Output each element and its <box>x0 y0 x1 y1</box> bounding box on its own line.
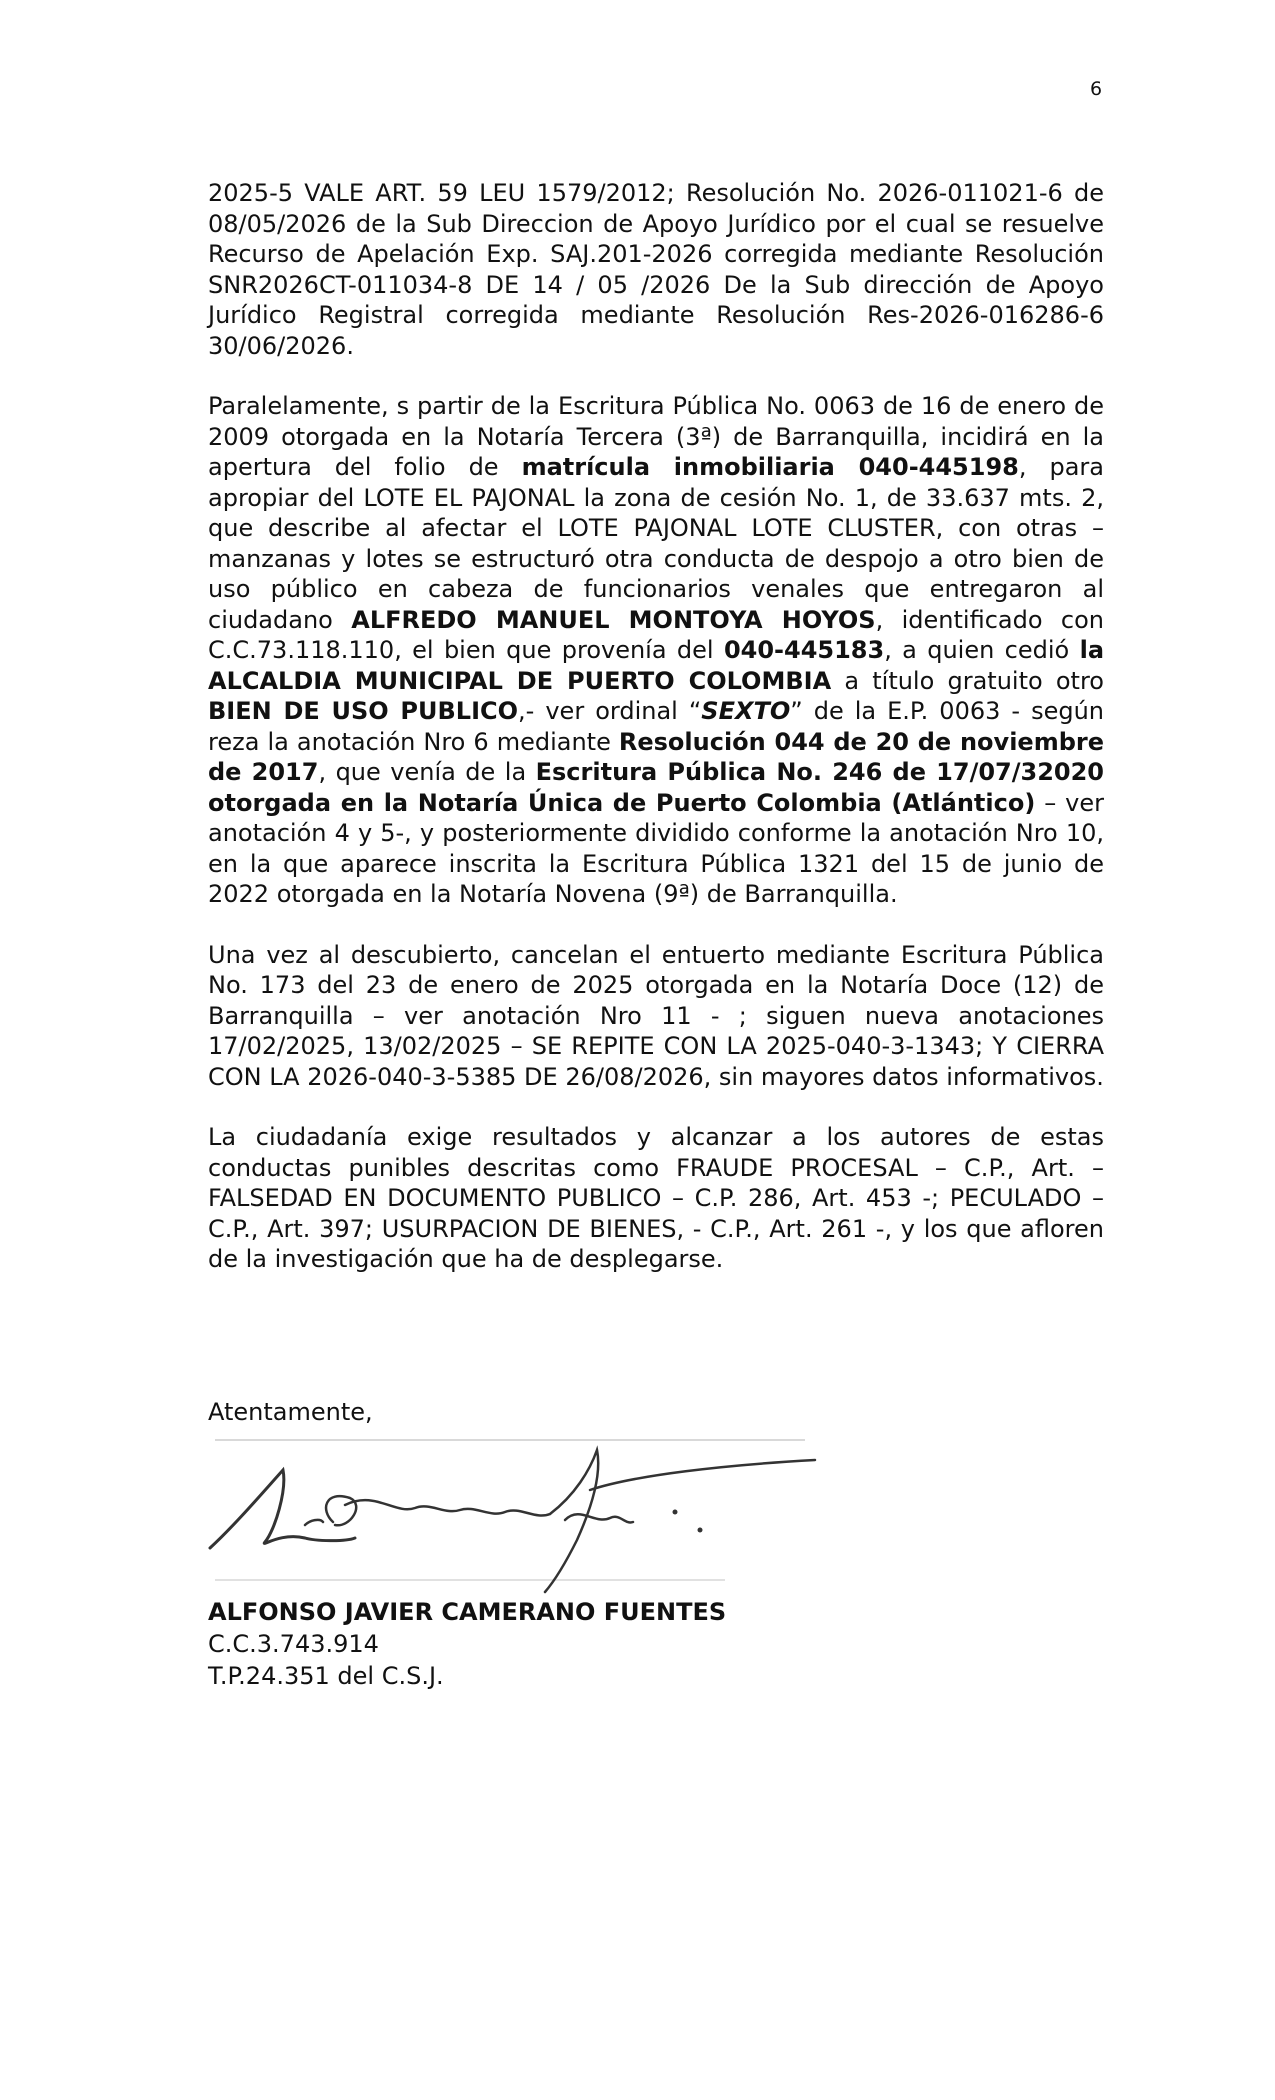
text-run: a título gratuito otro <box>831 666 1104 695</box>
text-run: , identificado con C.C.73.118.110, el bien que provenía del <box>208 605 1104 664</box>
text-run: – ver anotación 4 y 5-, y posteriormente dividido conforme la anotación Nro 10, en la que aparece inscrita la Escritura Pública 1321 del 15 de junio de 2022 otorgada en la Notaría Novena (9ª) de Barranquilla. <box>208 788 1104 908</box>
signer-professional-card: T.P.24.351 del C.S.J. <box>208 1662 444 1690</box>
paragraph-descubierto: Una vez al descubierto, cancelan el entuerto mediante Escritura Pública No. 173 del 23 de enero de 2025 otorgada en la Notaría Doce (12) de Barranquilla – ver anotación Nro 11 - ; siguen nueva anotaciones 17/02/2025, 13/02/2025 – SE REPITE CON LA 2025-040-3-1343; Y CIERRA CON LA 2026-040-3-5385 DE 26/08/2026, sin mayores datos informativos. <box>208 940 1104 1091</box>
bold-bien-uso-publico: BIEN DE USO PUBLICO <box>208 697 519 725</box>
signer-id: C.C.3.743.914 <box>208 1630 379 1658</box>
handwritten-signature <box>205 1430 825 1600</box>
bold-citizen-name: ALFREDO MANUEL MONTOYA HOYOS <box>351 605 876 634</box>
text-run: , que venía de la <box>318 758 536 786</box>
page-number: 6 <box>1090 78 1103 100</box>
signer-name: ALFONSO JAVIER CAMERANO FUENTES <box>208 1598 727 1626</box>
text-run: , para apropiar del LOTE EL PAJONAL la zona de cesión No. 1, de 33.637 mts. 2, que describe al afectar el LOTE PAJONAL LOTE CLUSTER, con otras – manzanas y lotes se estructuró otra conducta de despojo a otro bien de uso público en cabeza de funcionarios venales que entregaron al ciudadano <box>208 453 1104 634</box>
closing-salutation: Atentamente, <box>208 1398 373 1426</box>
bold-escritura-246: Escritura Pública No. 246 de 17/07/32020 otorgada en la Notaría Única de Puerto Colombia (Atlántico) <box>208 758 1105 817</box>
text-run: , a quien cedió <box>884 636 1080 664</box>
bold-sexto: SEXTO <box>701 697 791 725</box>
paragraph-ciudadania: La ciudadanía exige resultados y alcanzar a los autores de estas conductas punibles descritas como FRAUDE PROCESAL – C.P., Art. – FALSEDAD EN DOCUMENTO PUBLICO – C.P. 286, Art. 453 -; PECULADO – C.P., Art. 397; USURPACION DE BIENES, - C.P., Art. 261 -, y los que afloren de la investigación que ha de desplegarse. <box>208 1123 1104 1273</box>
paragraph-resolutions: 2025-5 VALE ART. 59 LEU 1579/2012; Resolución No. 2026-011021-6 de 08/05/2026 de la Sub Direccion de Apoyo Jurídico por el cual se resuelve Recurso de Apelación Exp. SAJ.201-2026 corregida mediante Resolución SNR2026CT-011034-8 DE 14 / 05 /2026 De la Sub dirección de Apoyo Jurídico Registral corregida mediante Resolución Res-2026-016286-6 30/06/2026. <box>208 179 1104 360</box>
paragraph-paralelamente <box>208 391 1104 910</box>
bold-alcaldia: la ALCALDIA MUNICIPAL DE PUERTO COLOMBIA <box>208 636 1105 695</box>
bold-resolucion-044: Resolución 044 de 20 de noviembre de 2017 <box>208 727 1104 786</box>
bold-matricula: matrícula inmobiliaria 040-445198 <box>521 453 1019 481</box>
text-run: ,- ver ordinal “ <box>518 697 702 725</box>
text-run: ” de la E.P. 0063 - según reza la anotación Nro 6 mediante <box>208 697 1104 756</box>
letter-body <box>208 178 1104 1305</box>
text-run: Paralelamente, s partir de la Escritura Pública No. 0063 de 16 de enero de 2009 otorgada en la Notaría Tercera (3ª) de Barranquilla, incidirá en la apertura del folio de <box>208 392 1104 481</box>
bold-folio: 040-445183 <box>723 636 885 664</box>
